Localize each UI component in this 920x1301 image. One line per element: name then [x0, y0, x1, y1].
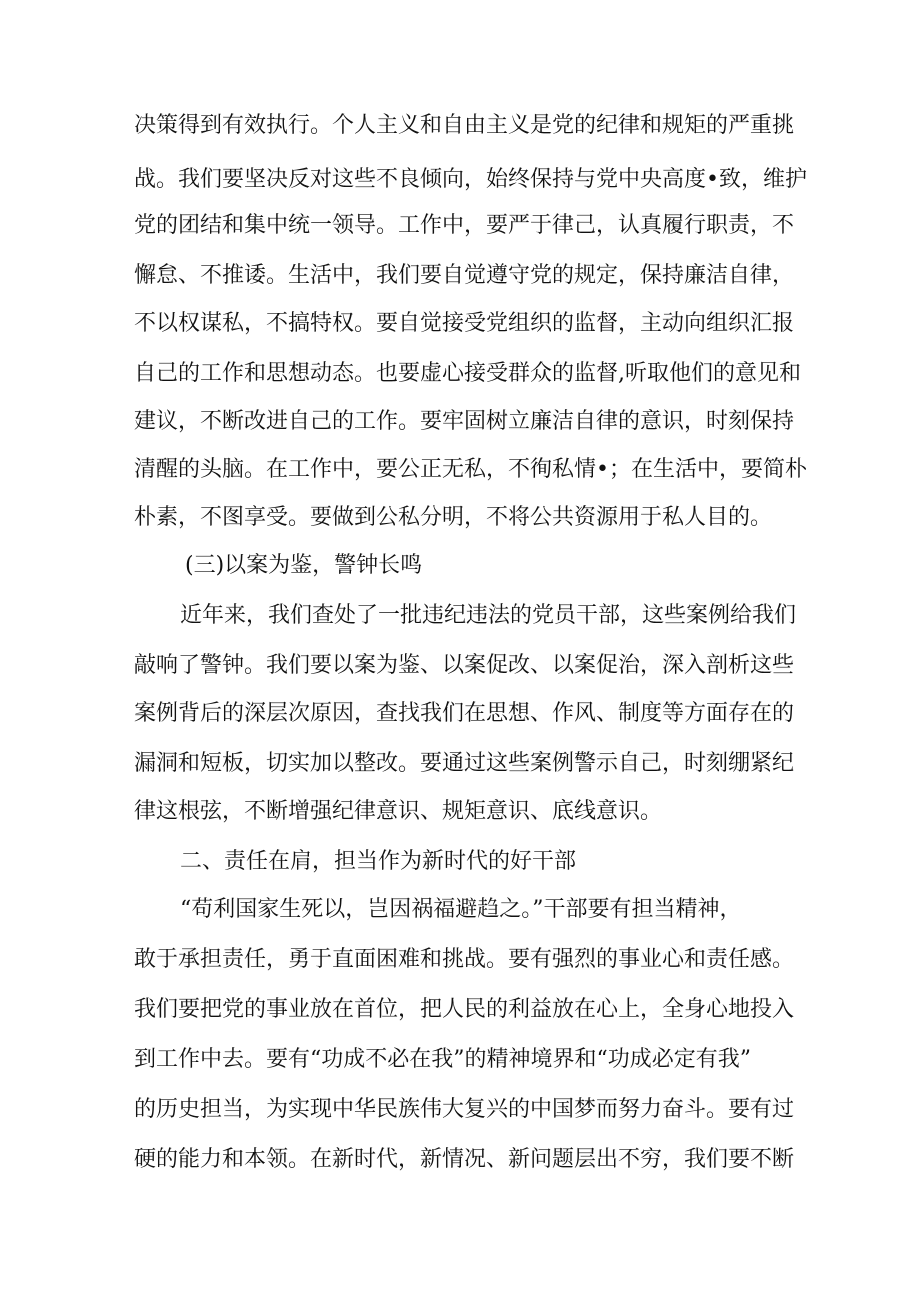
text-line: 硬的能力和本领。在新时代，新情况、新问题层出不穷，我们要不断 — [134, 1147, 795, 1172]
chapter-heading: 二、责任在肩，担当作为新时代的好干部 — [180, 849, 577, 874]
text-line: 的历史担当，为实现中华民族伟大复兴的中国梦而努力奋斗。要有过 — [134, 1097, 795, 1122]
text-line: 我们要把党的事业放在首位，把人民的利益放在心上，全身心地投入 — [134, 997, 795, 1022]
text-line: 敲响了警钟。我们要以案为鉴、以案促改、以案促治，深入剖析这些 — [134, 653, 795, 678]
text-line: 不以权谋私，不搞特权。要自觉接受党组织的监督，主动向组织汇报 — [134, 311, 795, 336]
text-line: 朴素，不图享受。要做到公私分明，不将公共资源用于私人目的。 — [134, 505, 773, 530]
text-line: 敢于承担责任，勇于直面困难和挑战。要有强烈的事业心和责任感。 — [134, 947, 795, 972]
text-line: 律这根弦，不断增强纪律意识、规矩意识、底线意识。 — [134, 799, 663, 824]
text-line: 战。我们要坚决反对这些不良倾向，始终保持与党中央高度•致，维护 — [134, 167, 807, 192]
text-line: 自己的工作和思想动态。也要虚心接受群众的监督,听取他们的意见和 — [134, 361, 801, 386]
text-line: 懈怠、不推诿。生活中，我们要自觉遵守党的规定，保持廉洁自律， — [134, 263, 795, 288]
text-line: 漏洞和短板，切实加以整改。要通过这些案例警示自己，时刻绷紧纪 — [134, 751, 795, 776]
text-line: 近年来，我们查处了一批违纪违法的党员干部，这些案例给我们 — [180, 603, 797, 628]
section-heading: (三)以案为鉴，警钟长鸣 — [185, 553, 423, 578]
text-line: 到工作中去。要有“功成不必在我”的精神境界和“功成必定有我” — [134, 1047, 751, 1072]
text-line: 清醒的头脑。在工作中，要公正无私，不徇私情•；在生活中，要简朴 — [134, 457, 807, 482]
text-line: “苟利国家生死以，岂因祸福避趋之。”干部要有担当精神， — [180, 897, 742, 922]
text-line: 建议，不断改进自己的工作。要牢固树立廉洁自律的意识，时刻保持 — [134, 409, 795, 434]
text-line: 党的团结和集中统一领导。工作中，要严于律己，认真履行职责，不 — [134, 213, 795, 238]
text-line: 案例背后的深层次原因，查找我们在思想、作风、制度等方面存在的 — [134, 701, 795, 726]
text-line: 决策得到有效执行。个人主义和自由主义是党的纪律和规矩的严重挑 — [134, 113, 795, 138]
